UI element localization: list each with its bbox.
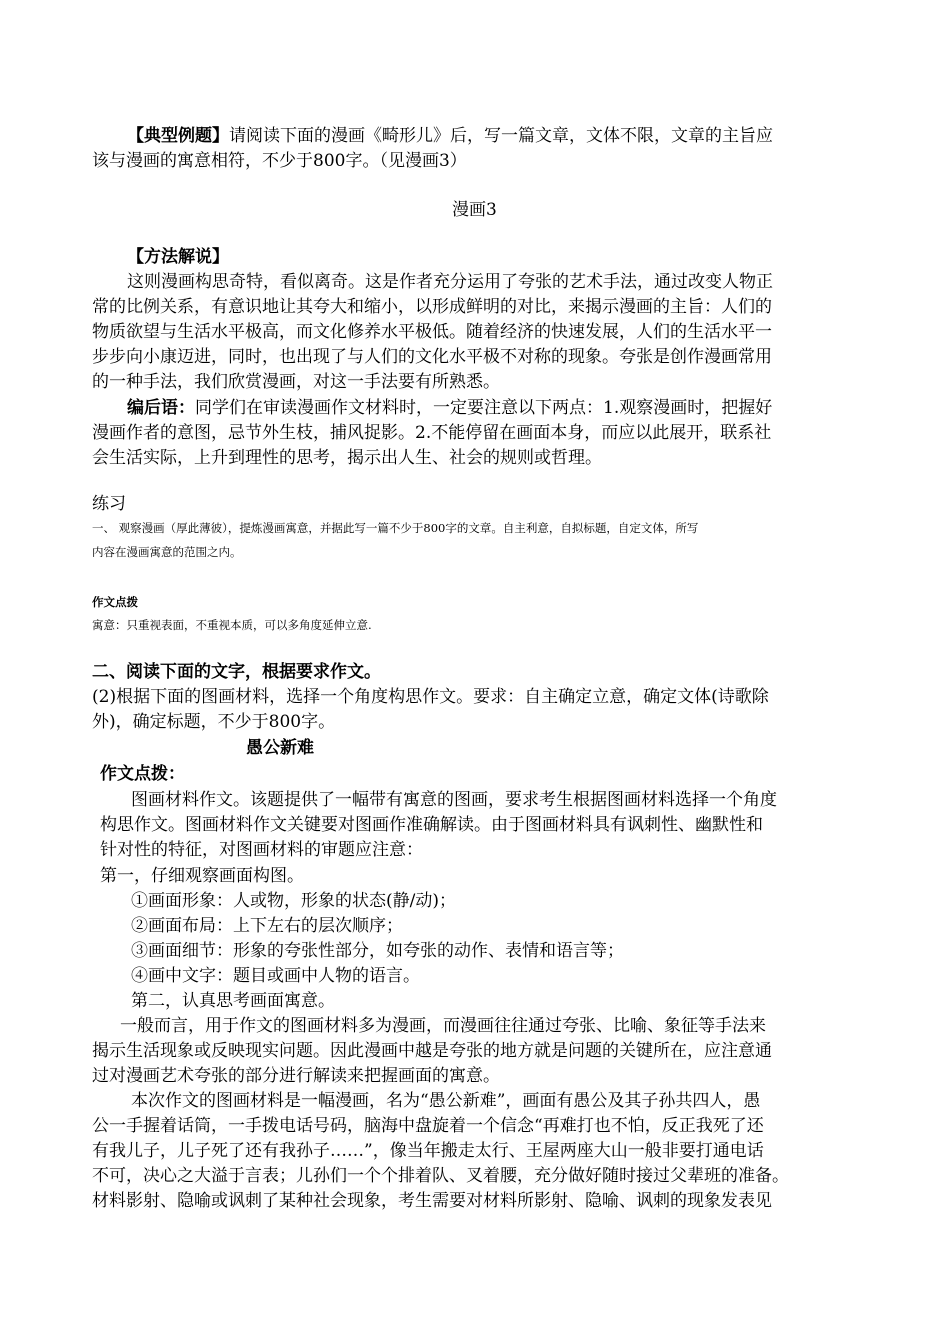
example-line-1: 【典型例题】请阅读下面的漫画《畸形儿》后，写一篇文章，文体不限，文章的主旨应 (127, 126, 773, 146)
editor-line-1: 编后语：同学们在审读漫画作文材料时，一定要注意以下两点：1.观察漫画时，把握好 (127, 398, 773, 418)
step-2: 第二，认真思考画面寓意。 (131, 991, 335, 1011)
section2-heading: 二、阅读下面的文字，根据要求作文。 (92, 662, 381, 682)
method-line: 常的比例关系，有意识地让其夸大和缩小，以形成鲜明的对比，来揭示漫画的主旨：人们的 (92, 297, 772, 317)
analysis-line: 材料影射、隐喻或讽刺了某种社会现象，考生需要对材料所影射、隐喻、讽刺的现象发表见 (92, 1191, 772, 1211)
analysis-line: 公一手握着话筒，一手拨电话号码，脑海中盘旋着一个信念“再难打也不怕，反正我死了还 (92, 1116, 764, 1136)
intro-line: 图画材料作文。该题提供了一幅带有寓意的图画，要求考生根据图画材料选择一个角度 (131, 790, 777, 810)
figure-caption: 漫画3 (452, 200, 497, 220)
point-item: ②画面布局：上下左右的层次顺序； (131, 916, 403, 936)
method-line: 的一种手法，我们欣赏漫画，对这一手法要有所熟悉。 (92, 372, 500, 392)
method-line: 步步向小康迈进，同时，也出现了与人们的文化水平极不对称的现象。夸张是创作漫画常用 (92, 347, 772, 367)
editor-line: 会生活实际，上升到理性的思考，揭示出人生、社会的规则或哲理。 (92, 448, 602, 468)
method-heading: 【方法解说】 (127, 247, 229, 267)
example-label: 【典型例题】 (127, 126, 229, 146)
example-line-2: 该与漫画的寓意相符，不少于800字。（见漫画3） (92, 151, 467, 171)
general-line: 揭示生活现象或反映现实问题。因此漫画中越是夸张的地方就是问题的关键所在，应注意通 (92, 1041, 772, 1061)
section2-requirement-line-2: 外)，确定标题，不少于800字。 (92, 712, 336, 732)
intro-line: 针对性的特征，对图画材料的审题应注意： (100, 840, 423, 860)
picture-title: 愚公新难 (246, 738, 314, 758)
general-line: 一般而言，用于作文的图画材料多为漫画，而漫画往往通过夸张、比喻、象征等手法来 (120, 1016, 766, 1036)
section2-tip-heading: 作文点拨： (100, 764, 185, 784)
step-1: 第一，仔细观察画面构图。 (100, 866, 304, 886)
practice-tip-text: 寓意：只重视表面，不重视本质，可以多角度延伸立意. (92, 618, 372, 632)
point-item: ③画面细节：形象的夸张性部分，如夸张的动作、表情和语言等； (131, 941, 624, 961)
editor-label: 编后语： (127, 398, 195, 418)
point-item: ①画面形象：人或物，形象的状态(静/动)； (131, 891, 456, 911)
analysis-line: 本次作文的图画材料是一幅漫画，名为“愚公新难”，画面有愚公及其子孙共四人，愚 (131, 1091, 761, 1111)
general-line: 过对漫画艺术夸张的部分进行解读来把握画面的寓意。 (92, 1066, 500, 1086)
method-line: 物质欲望与生活水平极高，而文化修养水平极低。随着经济的快速发展，人们的生活水平一 (92, 322, 772, 342)
practice-tip-heading: 作文点拨 (92, 595, 138, 609)
method-line: 这则漫画构思奇特，看似离奇。这是作者充分运用了夸张的艺术手法，通过改变人物正 (127, 272, 773, 292)
intro-line: 构思作文。图画材料作文关键要对图画作准确解读。由于图画材料具有讽刺性、幽默性和 (100, 815, 763, 835)
editor-line: 漫画作者的意图，忌节外生枝，捕风捉影。2.不能停留在画面本身，而应以此展开，联系社 (92, 423, 772, 443)
practice-item-line-2: 内容在漫画寓意的范围之内。 (92, 545, 242, 559)
point-item: ④画中文字：题目或画中人物的语言。 (131, 966, 420, 986)
analysis-line: 不可，决心之大溢于言表；儿孙们一个个排着队、叉着腰，充分做好随时接过父辈班的准备。 (92, 1166, 789, 1186)
practice-heading: 练习 (92, 494, 126, 514)
section2-requirement-line-1: (2)根据下面的图画材料，选择一个角度构思作文。要求：自主确定立意，确定文体(诗歌除 (92, 687, 769, 707)
practice-item-line-1: 一、 观察漫画（厚此薄彼），提炼漫画寓意，并据此写一篇不少于800字的文章。自主利意，自拟标题，自定文体，所写 (92, 521, 699, 535)
analysis-line: 有我儿子，儿子死了还有我孙子……”，像当年搬走太行、王屋两座大山一般非要打通电话 (92, 1141, 764, 1161)
